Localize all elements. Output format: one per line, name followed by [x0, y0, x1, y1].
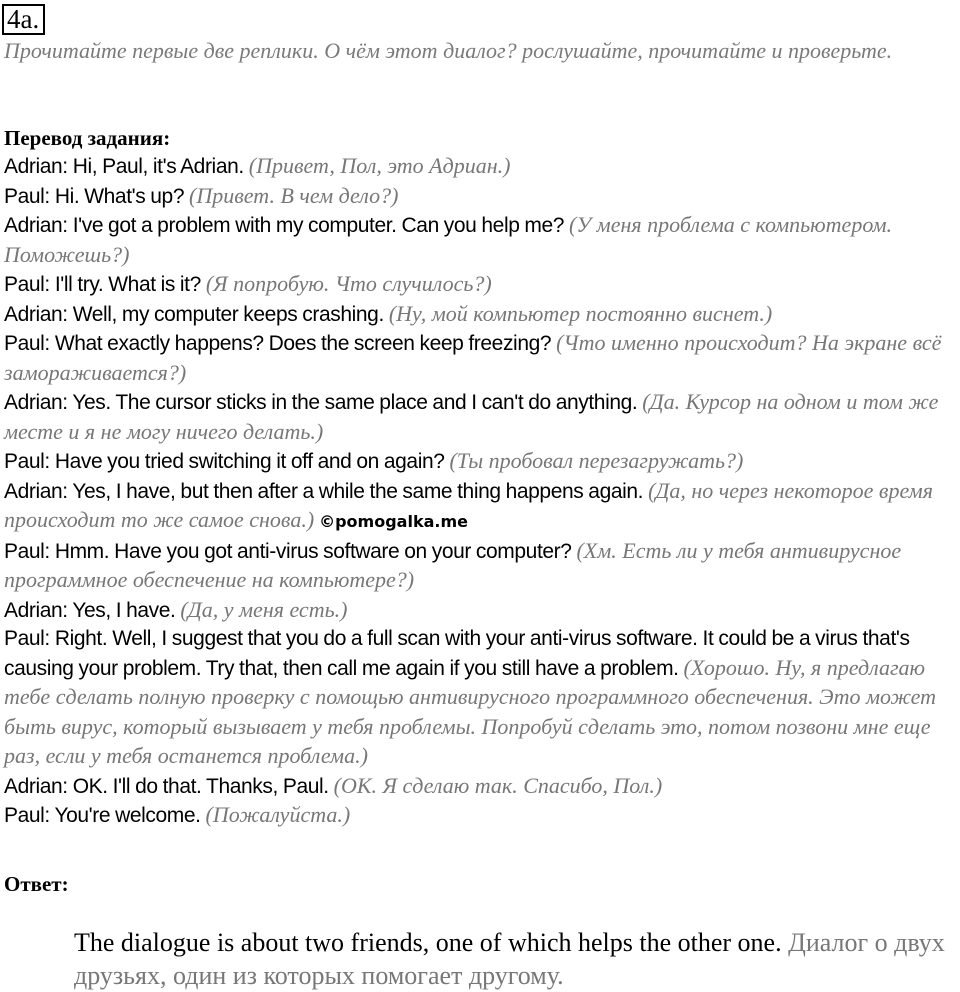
answer-text	[74, 926, 954, 992]
russian-translation: (Да. Курсор на одном и том же месте и я не могу ничего делать.)	[4, 389, 939, 444]
speaker-name: Adrian:	[4, 774, 68, 798]
answer-heading: Ответ:	[4, 872, 69, 896]
russian-translation: (Пожалуйста.)	[205, 802, 351, 827]
dialogue-line	[4, 152, 958, 182]
russian-translation: (OK. Я сделаю так. Спасибо, Пол.)	[333, 772, 663, 798]
watermark: ©pomogalka.me	[319, 512, 468, 531]
dialogue-line	[4, 537, 958, 596]
dialogue	[4, 152, 958, 831]
dialogue-line	[4, 625, 958, 772]
answer-english: The dialogue is about two friends, one of which helps the other one.	[74, 928, 782, 957]
russian-translation: (Да, у меня есть.)	[180, 596, 348, 622]
dialogue-line	[4, 596, 958, 626]
speaker-name: Paul:	[4, 273, 50, 296]
speaker-name: Adrian:	[4, 391, 68, 414]
dialogue-line	[4, 270, 958, 300]
dialogue-line	[4, 772, 958, 802]
english-line: What exactly happens? Does the screen keep freezing?	[54, 332, 552, 355]
russian-translation: (Ну, мой компьютер постоянно виснет.)	[388, 300, 773, 326]
russian-translation: (Ты пробовал перезагружать?)	[449, 448, 744, 473]
english-line: I've got a problem with my computer. Can you help me?	[72, 214, 565, 237]
russian-translation: (Привет. В чем дело?)	[189, 182, 399, 208]
speaker-name: Paul:	[4, 332, 50, 355]
dialogue-line	[4, 801, 958, 831]
speaker-name: Paul:	[4, 627, 50, 650]
russian-translation: (Привет, Пол, это Адриан.)	[248, 153, 511, 178]
russian-translation: (Я попробую. Что случилось?)	[205, 271, 492, 296]
speaker-name: Adrian:	[4, 479, 68, 503]
english-line: Yes, I have, but then after a while the same thing happens again.	[72, 479, 644, 503]
dialogue-line	[4, 182, 958, 212]
dialogue-line	[4, 211, 958, 270]
task-number: 4a.	[2, 4, 45, 35]
speaker-name: Adrian:	[4, 598, 68, 622]
speaker-name: Adrian:	[4, 214, 68, 237]
speaker-name: Paul:	[4, 804, 50, 827]
russian-translation: (Хм. Есть ли у тебя антивирусное программное обеспечение на компьютере?)	[4, 537, 902, 592]
english-line: Yes. The cursor sticks in the same place and I can't do anything.	[72, 391, 638, 414]
english-line: You're welcome.	[54, 804, 201, 827]
speaker-name: Paul:	[4, 450, 50, 473]
speaker-name: Adrian:	[4, 155, 68, 178]
dialogue-line	[4, 329, 958, 388]
english-line: Well, my computer keeps crashing.	[72, 302, 384, 326]
english-line: I'll try. What is it?	[54, 273, 201, 296]
russian-translation: (У меня проблема с компьютером. Поможешь?)	[4, 212, 893, 267]
speaker-name: Adrian:	[4, 302, 68, 326]
english-line: Right. Well, I suggest that you do a full scan with your anti-virus software. It could be a virus that's causing your problem. Try that, then call me again if you still have a problem.	[4, 627, 910, 680]
speaker-name: Paul:	[4, 184, 50, 208]
english-line: OK. I'll do that. Thanks, Paul.	[72, 774, 329, 798]
english-line: Hmm. Have you got anti-virus software on your computer?	[54, 539, 572, 563]
task-instruction: Прочитайте первые две реплики. О чём этот диалог? рослушайте, прочитайте и проверьте.	[4, 38, 893, 63]
dialogue-line	[4, 477, 958, 537]
english-line: Yes, I have.	[72, 598, 176, 622]
english-line: Hi, Paul, it's Adrian.	[72, 155, 244, 178]
speaker-name: Paul:	[4, 539, 50, 563]
dialogue-line	[4, 300, 958, 330]
russian-translation: (Да, но через некоторое время происходит то же самое снова.)	[4, 477, 933, 532]
dialogue-line	[4, 447, 958, 477]
russian-translation: (Что именно происходит? На экране всё замораживается?)	[4, 330, 942, 385]
answer-russian: Диалог о двух друзьях, один из которых помогает другому.	[74, 928, 945, 990]
russian-translation: (Хорошо. Ну, я предлагаю тебе сделать полную проверку с помощью антивирусного программного обеспечения. Это может быть вирус, который вызывает у тебя проблемы. Попробуй сделать это, потом позвони мне еще раз, если у тебя останется проблема.)	[4, 654, 936, 768]
english-line: Hi. What's up?	[54, 184, 185, 208]
english-line: Have you tried switching it off and on again?	[54, 450, 445, 473]
dialogue-line	[4, 388, 958, 447]
translation-heading: Перевод задания:	[4, 126, 171, 150]
